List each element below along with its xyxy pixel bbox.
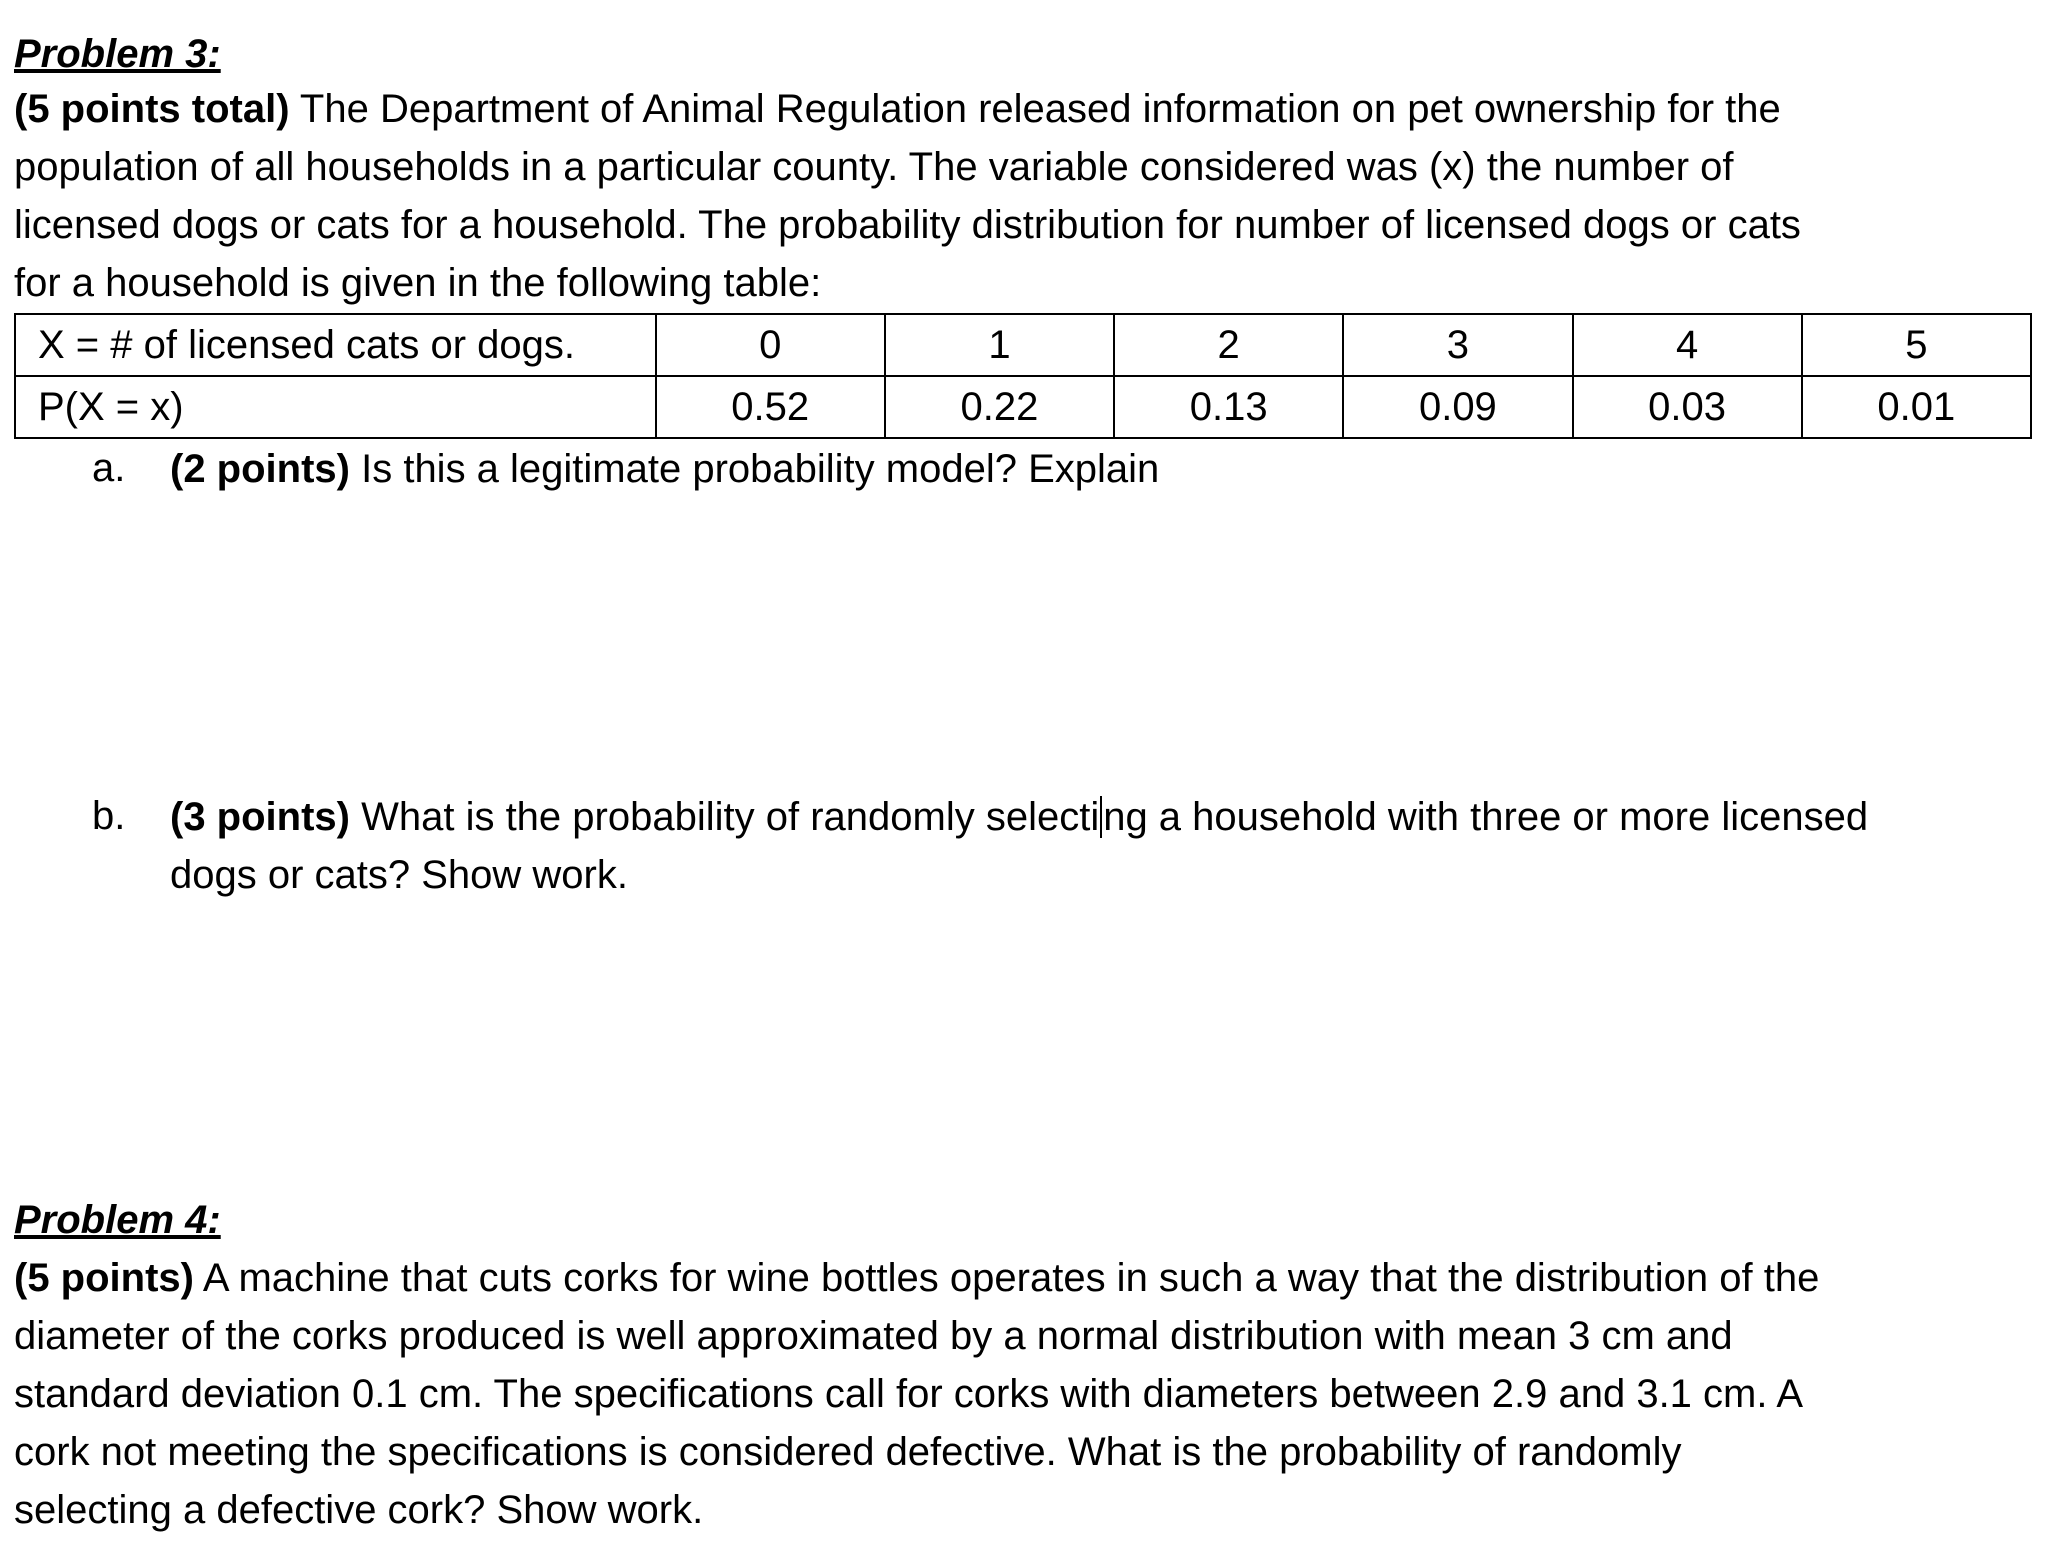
probability-distribution-table — [14, 313, 2032, 439]
part-b-question — [170, 788, 1868, 904]
intro-line-3: licensed dogs or cats for a household. The probability distribution for number of licensed dogs or cats — [14, 203, 1801, 247]
problem-4-body — [14, 1249, 2024, 1539]
part-a-marker: a. — [92, 446, 126, 490]
table-row-p — [15, 376, 2031, 438]
p-value-cell: 0.22 — [885, 376, 1114, 438]
x-value-cell: 1 — [885, 314, 1114, 376]
x-value-cell: 5 — [1802, 314, 2031, 376]
part-a-points: (2 points) — [170, 447, 350, 491]
x-value-cell: 3 — [1343, 314, 1572, 376]
x-value-cell: 2 — [1114, 314, 1343, 376]
problem-3-points: (5 points total) — [14, 87, 290, 131]
p-value-cell: 0.03 — [1573, 376, 1802, 438]
p-value-cell: 0.01 — [1802, 376, 2031, 438]
part-b-points: (3 points) — [170, 795, 350, 839]
problem-4-line-1: (5 points) A machine that cuts corks for wine bottles operates in such a way that the distribution of the — [14, 1256, 1820, 1300]
part-a-question — [170, 440, 1159, 498]
x-label-cell: X = # of licensed cats or dogs. — [15, 314, 656, 376]
part-b-marker: b. — [92, 794, 126, 838]
p-value-cell: 0.52 — [656, 376, 885, 438]
text-cursor — [1100, 796, 1102, 838]
x-value-cell: 4 — [1573, 314, 1802, 376]
part-b-line-1: (3 points) What is the probability of randomly selecti ng a household with three or more licensed — [170, 795, 1869, 839]
problem-4-line-4: cork not meeting the specifications is considered defective. What is the probability of randomly — [14, 1430, 1682, 1474]
problem-4-line-3: standard deviation 0.1 cm. The specifications call for corks with diameters between 2.9 and 3.1 cm. A — [14, 1372, 1804, 1416]
p-value-cell: 0.09 — [1343, 376, 1572, 438]
problem-3-intro — [14, 80, 2024, 312]
problem-4-line-2: diameter of the corks produced is well approximated by a normal distribution with mean 3 cm and — [14, 1314, 1733, 1358]
problem-3-title: Problem 3: — [14, 32, 221, 76]
table-row-x — [15, 314, 2031, 376]
p-label-cell: P(X = x) — [15, 376, 656, 438]
intro-line-4: for a household is given in the following table: — [14, 261, 822, 305]
intro-line-2: population of all households in a particular county. The variable considered was (x) the number of — [14, 145, 1734, 189]
x-value-cell: 0 — [656, 314, 885, 376]
part-b-line-2: dogs or cats? Show work. — [170, 853, 628, 897]
p-value-cell: 0.13 — [1114, 376, 1343, 438]
problem-4-line-5: selecting a defective cork? Show work. — [14, 1488, 704, 1532]
problem-4-points: (5 points) — [14, 1256, 194, 1300]
intro-line-1: (5 points total) The Department of Animal Regulation released information on pet ownership for the — [14, 87, 1781, 131]
part-a-text: Is this a legitimate probability model? Explain — [349, 447, 1160, 491]
problem-4-title: Problem 4: — [14, 1198, 221, 1242]
